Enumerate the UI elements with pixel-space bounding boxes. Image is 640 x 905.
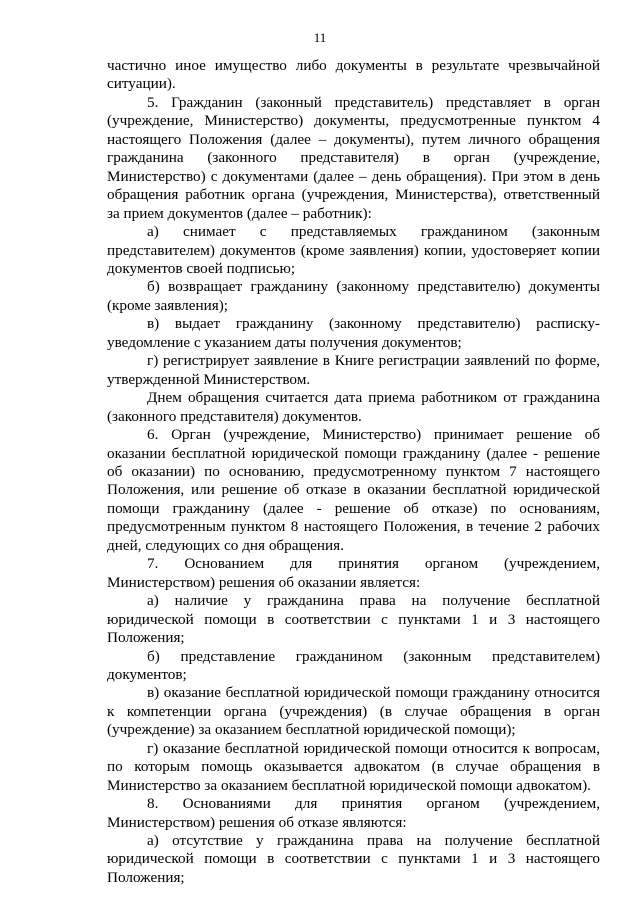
paragraph-item-7g: г) оказание бесплатной юридической помощи относится к вопросам, по которым помощь оказывается адвокатом (в случае обращения в Министерство за оказанием бесплатной юридической помощи адвокатом). <box>107 739 600 794</box>
paragraph-item-5b: б) возвращает гражданину (законному представителю) документы (кроме заявления); <box>107 278 600 314</box>
document-body <box>107 57 600 887</box>
paragraph-item-5v: в) выдает гражданину (законному представителю) расписку-уведомление с указанием даты получения документов; <box>107 315 600 351</box>
paragraph-item-8: 8. Основаниями для принятия органом (учреждением, Министерством) решения об отказе являются: <box>107 795 600 831</box>
paragraph-item-8a: а) отсутствие у гражданина права на получение бесплатной юридической помощи в соответствии с пунктами 1 и 3 настоящего Положения; <box>107 832 600 886</box>
paragraph-item-5a: а) снимает с представляемых гражданином (законным представителем) документов (кроме заявления) копии, удостоверяет копии документов своей подписью; <box>107 223 600 277</box>
paragraph-day-of-application: Днем обращения считается дата приема работником от гражданина (законного представителя) документов. <box>107 389 600 425</box>
paragraph-item-7v: в) оказание бесплатной юридической помощи гражданину относится к компетенции органа (учреждения) (в случае обращения в орган (учреждение) за оказанием бесплатной юридической помощи); <box>107 684 600 739</box>
paragraph-item-7: 7. Основанием для принятия органом (учреждением, Министерством) решения об оказании является: <box>107 555 600 591</box>
paragraph-item-7a: а) наличие у гражданина права на получение бесплатной юридической помощи в соответствии с пунктами 1 и 3 настоящего Положения; <box>107 592 600 647</box>
page-number: 11 <box>313 30 327 45</box>
paragraph-item-5: 5. Гражданин (законный представитель) представляет в орган (учреждение, Министерство) документы, предусмотренные пунктом 4 настоящего Положения (далее – документы), путем личного обращения гражданина (законного представителя) в орган (учреждение, Министерство) с документами (далее – день обращения). При этом в день обращения работник органа (учреждения, Министерства), ответственный за прием документов (далее – работник): <box>107 93 600 222</box>
paragraph-item-6: 6. Орган (учреждение, Министерство) принимает решение об оказании бесплатной юридической помощи гражданину (далее - решение об оказании) по основанию, предусмотренному пунктом 7 настоящего Положения, или решение об отказе в оказании бесплатной юридической помощи гражданину (далее - решение об отказе) по основаниям, предусмотренным пунктом 8 настоящего Положения, в течение 2 рабочих дней, следующих со дня обращения. <box>107 426 600 554</box>
paragraph-item-5g: г) регистрирует заявление в Книге регистрации заявлений по форме, утвержденной Министерством. <box>107 352 600 388</box>
paragraph-continuation: частично иное имущество либо документы в результате чрезвычайной ситуации). <box>107 57 600 93</box>
paragraph-item-7b: б) представление гражданином (законным представителем) документов; <box>107 647 600 683</box>
